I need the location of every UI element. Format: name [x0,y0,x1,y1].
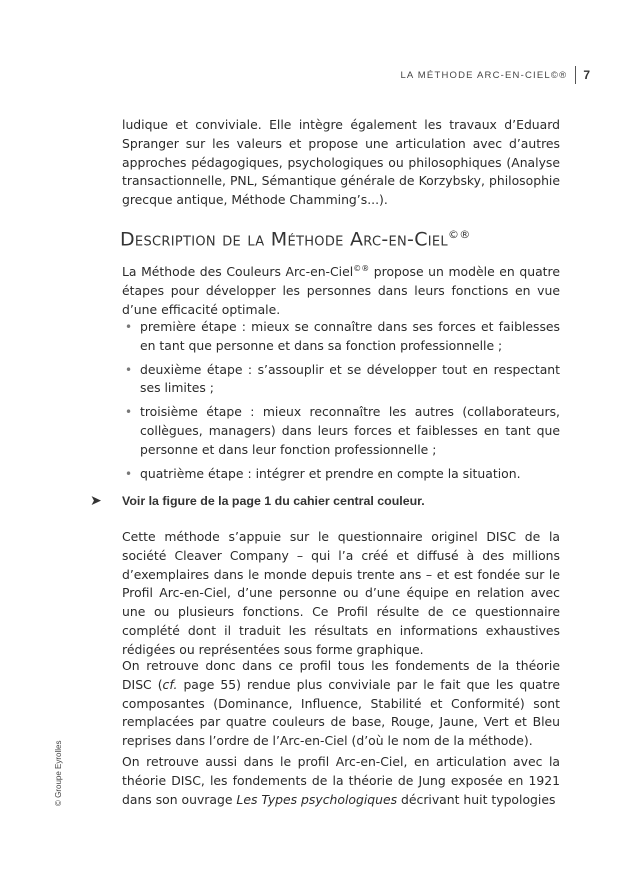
paragraph-disc-theory-start: On retrouve donc dans ce profil tous les fondements de la théorie DISC ( [122,658,560,692]
paragraph-disc-questionnaire: Cette méthode s’appuie sur le questionnaire originel DISC de la société Cleaver Company – qui l’a créé et diffusé à des millions d’exemplaires dans le monde depuis trente ans – et est fondée sur le Profil Arc-en-Ciel, d’une personne ou d’une équipe en relation avec une ou plusieurs fonctions. Ce Profil résulte de ce questionnaire complété dont il traduit les résultats en informations exhaustives rédigées ou représentées sous forme graphique. [122,529,560,657]
list-item [122,361,560,399]
page-number: 7 [583,68,590,82]
running-title: LA MÉTHODE ARC-EN-CIEL©® [400,69,568,81]
bullet-icon: • [125,466,133,481]
list-item-text: quatrième étape : intégrer et prendre en compte la situation. [140,465,521,481]
callout-text: Voir la figure de la page 1 du cahier central couleur. [122,494,425,508]
copyright-mark: ©® [353,263,370,273]
paragraph-jung-theory [122,753,560,809]
bullet-icon: • [125,405,133,420]
paragraph-disc-theory [122,657,560,751]
section-title-mark: ©® [447,228,471,241]
cf-abbreviation: cf. [162,676,178,692]
list-item [122,403,560,459]
bullet-icon: • [125,362,133,377]
list-item-text: deuxième étape : s’assouplir et se développer tout en respectant ses limites ; [140,361,560,396]
section-title-text: Description de la Méthode Arc-en-Ciel [120,228,448,251]
section-title [120,228,471,250]
list-item [122,318,560,356]
arrow-right-icon: ➤ [90,493,102,509]
bullet-icon: • [125,320,133,334]
steps-list [122,318,560,488]
copyright-notice: © Groupe Eyrolles [54,740,63,806]
paragraph-jung-theory-start: On retrouve aussi dans le profil Arc-en-Ciel, en articulation avec la théorie DISC, les fondements de la théorie de Jung exposée en 1921 dans son ouvrage [122,754,560,807]
running-header [400,66,590,84]
book-title: Les Types psychologiques [236,791,398,807]
list-item [122,465,560,484]
header-divider [575,66,576,84]
paragraph-method-intro [122,263,560,319]
paragraph-method-intro-end: propose un modèle en quatre étapes pour développer les personnes dans leurs fonctions en vue d’une efficacité optimale. [122,264,560,317]
paragraph-intro: ludique et conviviale. Elle intègre également les travaux d’Eduard Spranger sur les valeurs et propose une articulation avec d’autres approches pédagogiques, psychologiques ou philosophiques (Analyse transactionnelle, PNL, Sémantique générale de Korzybsky, philosophie grecque antique, Méthode Chamming’s...). [122,117,560,208]
paragraph-disc-theory-end: page 55) rendue plus conviviale par le fait que les quatre composantes (Dominance, Influence, Stabilité et Conformité) sont remplacées par quatre couleurs de base, Rouge, Jaune, Vert et Bleu reprises dans l’ordre de l’Arc-en-Ciel (d’où le nom de la méthode). [122,676,560,749]
paragraph-method-intro-start: La Méthode des Couleurs Arc-en-Ciel [122,264,354,279]
list-item-text: première étape : mieux se connaître dans ses forces et faiblesses en tant que personne et dans sa fonction professionnelle ; [140,319,560,353]
list-item-text: troisième étape : mieux reconnaître les autres (collaborateurs, collègues, managers) dans leurs forces et faiblesses en tant que personne et dans leur fonction professionnelle ; [140,404,560,457]
paragraph-jung-theory-end: décrivant huit typologies [397,791,556,807]
figure-reference-callout [90,493,570,509]
